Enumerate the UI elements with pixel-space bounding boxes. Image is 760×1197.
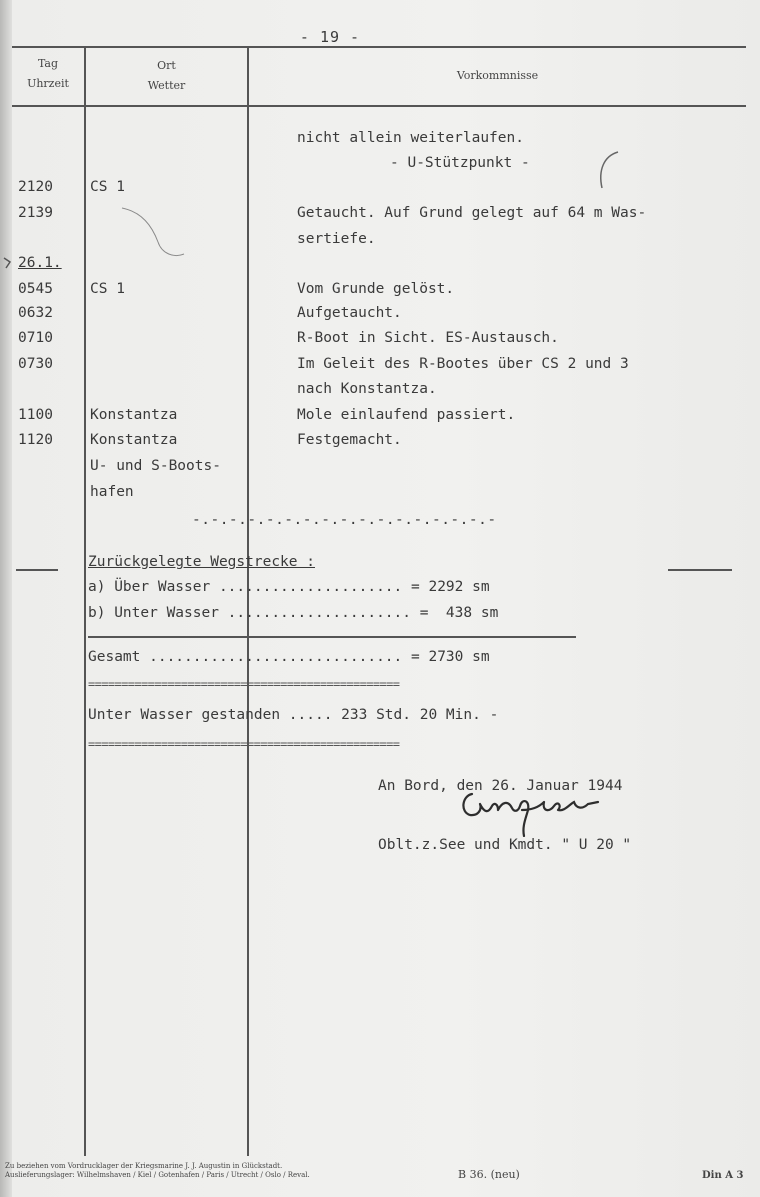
entry-text: Aufgetaucht. xyxy=(297,305,402,321)
column-divider-2 xyxy=(247,46,249,1156)
summary-row-a: a) Über Wasser ..................... = 2292 sm xyxy=(88,579,490,595)
header-col2-line1: Ort xyxy=(157,59,176,72)
summary-row-b: b) Unter Wasser ..................... = 438 sm xyxy=(88,605,499,621)
entry-place: U- und S-Boots- xyxy=(90,458,221,474)
entry-time: 2139 xyxy=(18,205,53,221)
footer-imprint: Zu beziehen vom Vordrucklager der Kriegsmarine J. J. Augustin in Glückstadt. Auslieferungslager: Wilhelmshaven / Kiel / Gotenhafen / Paris / Utrecht / Oslo / Reval. xyxy=(5,1162,310,1179)
entry-text: Festgemacht. xyxy=(297,432,402,448)
pencil-mark xyxy=(2,254,14,270)
entry-text: Getaucht. Auf Grund gelegt auf 64 m Was- xyxy=(297,205,647,221)
entry-text: Vom Grunde gelöst. xyxy=(297,281,455,297)
rank-and-command: Oblt.z.See und Kmdt. " U 20 " xyxy=(378,837,632,853)
entry-time: 0730 xyxy=(18,356,53,372)
entry-place: hafen xyxy=(90,484,134,500)
entry-text: nicht allein weiterlaufen. xyxy=(297,130,524,146)
double-rule: =============================================== xyxy=(88,677,400,691)
header-col1-line1: Tag xyxy=(37,57,59,70)
entry-text: sertiefe. xyxy=(297,231,376,247)
entry-text: - U-Stützpunkt - xyxy=(390,155,530,171)
entry-place: CS 1 xyxy=(90,281,125,297)
entry-place: Konstantza xyxy=(90,432,178,448)
pencil-mark xyxy=(118,202,188,262)
summary-total: Gesamt ............................. = 2730 sm xyxy=(88,649,490,665)
double-rule-2: =============================================== xyxy=(88,737,400,751)
entry-time: 0545 xyxy=(18,281,53,297)
header-events: Vorkommnisse xyxy=(456,69,539,82)
header-col2-line2: Wetter xyxy=(147,79,186,92)
underwater-time: Unter Wasser gestanden ..... 233 Std. 20 Min. - xyxy=(88,707,499,723)
scan-shadow xyxy=(0,0,12,1197)
entry-text: R-Boot in Sicht. ES-Austausch. xyxy=(297,330,559,346)
place-date: An Bord, den 26. Januar 1944 xyxy=(378,778,623,794)
margin-rule-right xyxy=(668,569,732,571)
entry-text: nach Konstantza. xyxy=(297,381,437,397)
page-number: - 19 - xyxy=(299,28,361,46)
entry-place: CS 1 xyxy=(90,179,125,195)
section-separator: -.-.-.-.-.-.-.-.-.-.-.-.-.-.-.-.- xyxy=(192,512,497,528)
entry-text: Mole einlaufend passiert. xyxy=(297,407,516,423)
handwritten-signature xyxy=(458,782,608,837)
margin-rule-left xyxy=(16,569,58,571)
header-col1-line2: Uhrzeit xyxy=(27,77,69,90)
entry-time: 1120 xyxy=(18,432,53,448)
summary-heading: Zurückgelegte Wegstrecke : xyxy=(88,554,315,570)
table-top-rule xyxy=(12,46,746,48)
entry-place: Konstantza xyxy=(90,407,178,423)
pencil-mark xyxy=(596,148,626,194)
entry-time: 0710 xyxy=(18,330,53,346)
entry-date: 26.1. xyxy=(18,255,62,271)
entry-time: 0632 xyxy=(18,305,53,321)
column-divider-1 xyxy=(84,46,86,1156)
footer-paper-format: Din A 3 xyxy=(702,1170,744,1181)
header-bottom-rule xyxy=(12,105,746,107)
header-place-weather xyxy=(86,56,247,96)
footer-form-number: B 36. (neu) xyxy=(458,1168,520,1181)
header-date-time xyxy=(12,54,84,94)
summary-sum-rule xyxy=(88,636,576,638)
entry-time: 2120 xyxy=(18,179,53,195)
entry-time: 1100 xyxy=(18,407,53,423)
entry-text: Im Geleit des R-Bootes über CS 2 und 3 xyxy=(297,356,629,372)
